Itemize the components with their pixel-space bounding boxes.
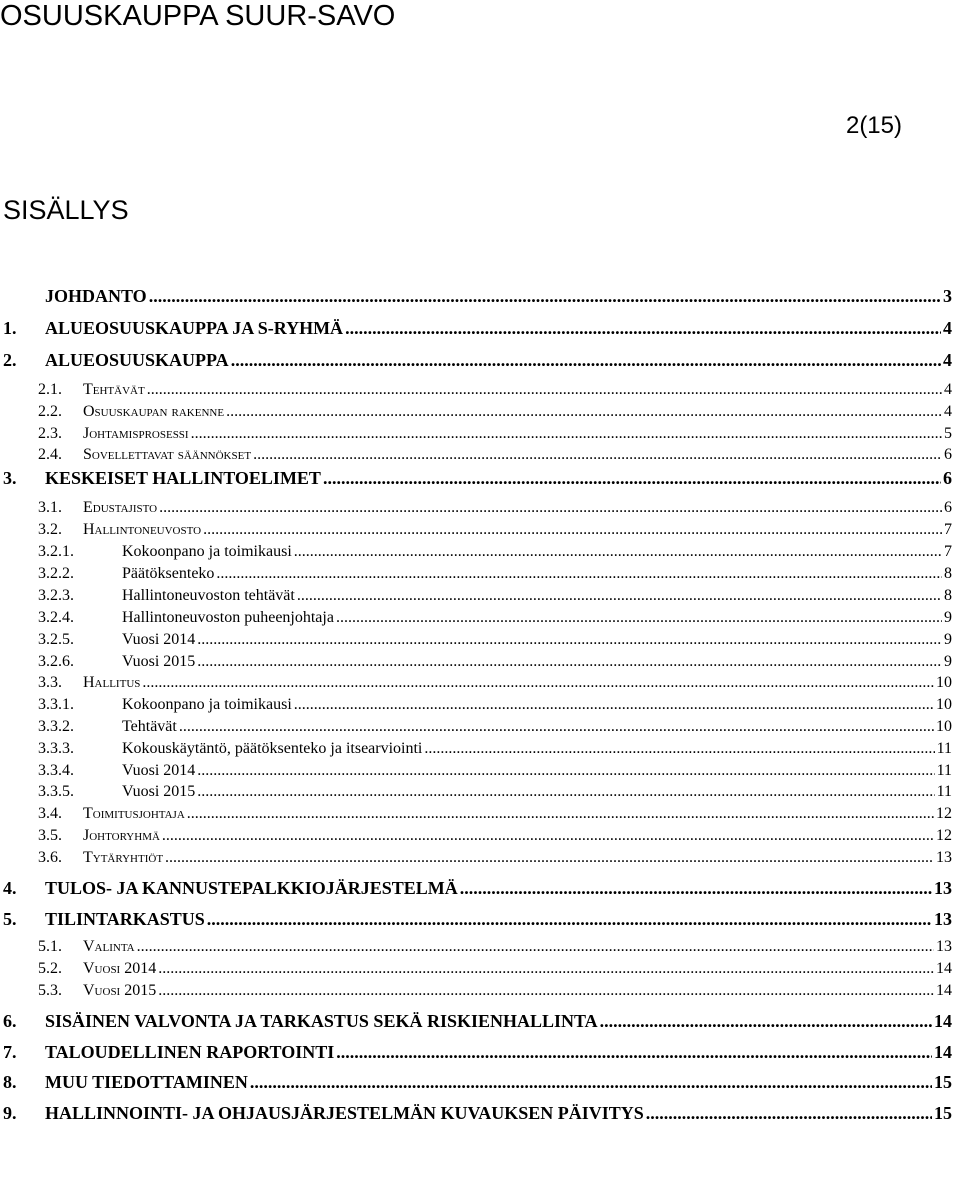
toc-dot-leader <box>253 444 942 465</box>
toc-dot-leader <box>203 519 942 540</box>
toc-entry-title: Tehtävät <box>122 718 177 735</box>
toc-entry-number: 5.3. <box>38 982 62 999</box>
toc-entry-number: 3.2.3. <box>38 587 74 604</box>
toc-entry[interactable] <box>38 401 952 422</box>
toc-dot-leader <box>149 284 941 308</box>
toc-entry-number: 9. <box>3 1103 17 1123</box>
toc-entry-page: 4 <box>944 403 952 420</box>
toc-entry-page: 4 <box>943 350 952 370</box>
toc-dot-leader <box>158 958 934 979</box>
toc-entry-title: Hallintoneuvosto <box>83 521 202 538</box>
toc-dot-leader <box>207 907 932 931</box>
toc-entry-title: Johtamisprosessi <box>83 425 189 442</box>
toc-entry[interactable] <box>38 497 952 518</box>
toc-entry-title: TULOS- JA KANNUSTEPALKKIOJÄRJESTELMÄ <box>45 878 458 898</box>
toc-entry[interactable] <box>38 585 952 606</box>
page-number: 2(15) <box>845 112 902 139</box>
toc-entry-page: 12 <box>936 827 952 844</box>
toc-dot-leader <box>158 980 934 1001</box>
toc-entry-number: 3. <box>3 468 17 488</box>
toc-entry-number: 3.2. <box>38 521 62 538</box>
toc-entry-page: 13 <box>936 938 952 955</box>
toc-dot-leader <box>197 651 942 672</box>
toc-entry[interactable] <box>38 694 952 715</box>
toc-entry-number: 2. <box>3 350 17 370</box>
toc-heading: SISÄLLYS <box>3 195 129 225</box>
toc-entry-title: Kokoonpano ja toimikausi <box>122 696 292 713</box>
toc-entry-page: 13 <box>936 849 952 866</box>
toc-entry-page: 15 <box>934 1072 952 1092</box>
toc-entry[interactable] <box>3 466 952 490</box>
toc-entry[interactable] <box>38 629 952 650</box>
toc-dot-leader <box>345 316 941 340</box>
toc-entry-page: 13 <box>934 878 952 898</box>
toc-entry[interactable] <box>38 444 952 465</box>
toc-entry-title: Edustajisto <box>83 499 158 516</box>
toc-entry-page: 14 <box>934 1042 952 1062</box>
toc-entry[interactable] <box>38 379 952 400</box>
toc-entry-number: 3.3.4. <box>38 762 74 779</box>
toc-entry-title: HALLINNOINTI- JA OHJAUSJÄRJESTELMÄN KUVAUKSEN PÄIVITYS <box>45 1103 644 1123</box>
toc-entry-title: Hallitus <box>83 674 141 691</box>
toc-dot-leader <box>159 497 942 518</box>
toc-entry-number: 2.3. <box>38 425 62 442</box>
toc-entry-number: 3.3.3. <box>38 740 74 757</box>
toc-entry-page: 4 <box>944 381 952 398</box>
toc-entry[interactable] <box>38 716 952 737</box>
toc-entry-title: TALOUDELLINEN RAPORTOINTI <box>45 1042 335 1062</box>
toc-entry-page: 3 <box>943 286 952 306</box>
toc-entry[interactable] <box>38 651 952 672</box>
toc-entry-title: Hallintoneuvoston tehtävät <box>122 587 295 604</box>
toc-dot-leader <box>226 401 942 422</box>
toc-entry-page: 11 <box>936 762 952 779</box>
toc-entry-number: 3.2.4. <box>38 609 74 626</box>
toc-dot-leader <box>191 423 942 444</box>
toc-entry-page: 5 <box>944 425 952 442</box>
toc-entry-number: 3.2.1. <box>38 543 74 560</box>
toc-dot-leader <box>323 466 941 490</box>
toc-dot-leader <box>297 585 942 606</box>
toc-entry-number: 3.2.2. <box>38 565 74 582</box>
toc-entry-number: 3.3.5. <box>38 783 74 800</box>
toc-entry-number: 1. <box>3 318 17 338</box>
toc-entry-page: 6 <box>944 499 952 516</box>
toc-entry-page: 11 <box>936 783 952 800</box>
toc-entry[interactable] <box>38 738 952 759</box>
toc-entry-page: 15 <box>934 1103 952 1123</box>
toc-entry[interactable] <box>3 1009 952 1033</box>
toc-entry-title: SISÄINEN VALVONTA JA TARKASTUS SEKÄ RISKIENHALLINTA <box>45 1011 598 1031</box>
toc-entry-title: Vuosi 2015 <box>122 653 196 670</box>
toc-dot-leader <box>197 629 942 650</box>
toc-entry-page: 7 <box>944 521 952 538</box>
toc-entry-number: 3.5. <box>38 827 62 844</box>
toc-entry-number: 3.3.2. <box>38 718 74 735</box>
toc-dot-leader <box>197 781 934 802</box>
toc-entry-page: 10 <box>936 674 952 691</box>
toc-entry-page: 12 <box>936 805 952 822</box>
toc-entry-number: 4. <box>3 878 17 898</box>
toc-entry[interactable] <box>38 563 952 584</box>
toc-entry-number: 2.1. <box>38 381 62 398</box>
toc-entry-page: 6 <box>943 468 952 488</box>
toc-entry-page: 8 <box>944 565 952 582</box>
toc-entry[interactable] <box>3 348 952 372</box>
toc-entry-title: Johtoryhmä <box>83 827 160 844</box>
toc-entry-title: Vuosi 2015 <box>83 982 157 999</box>
toc-entry[interactable] <box>3 907 952 931</box>
toc-entry[interactable] <box>38 781 952 802</box>
toc-entry-title: ALUEOSUUSKAUPPA JA S-RYHMÄ <box>45 318 344 338</box>
toc-entry-title: Tehtävät <box>83 381 145 398</box>
toc-dot-leader <box>424 738 934 759</box>
toc-entry-title: Vuosi 2014 <box>122 631 196 648</box>
toc-entry-title: Kokouskäytäntö, päätöksenteko ja itsearviointi <box>122 740 423 757</box>
toc-entry-page: 14 <box>936 960 952 977</box>
toc-entry[interactable] <box>3 1070 952 1094</box>
toc-entry[interactable] <box>38 803 952 824</box>
toc-entry-title: Vuosi 2015 <box>122 783 196 800</box>
toc-entry-number: 7. <box>3 1042 17 1062</box>
toc-dot-leader <box>231 348 941 372</box>
toc-entry-title: KESKEISET HALLINTOELIMET <box>45 468 321 488</box>
toc-entry-title: Kokoonpano ja toimikausi <box>122 543 292 560</box>
toc-entry-number: 3.4. <box>38 805 62 822</box>
toc-entry[interactable] <box>38 672 952 693</box>
toc-entry-number: 3.2.5. <box>38 631 74 648</box>
toc-entry[interactable] <box>3 284 952 308</box>
toc-entry-page: 9 <box>944 609 952 626</box>
toc-dot-leader <box>646 1101 932 1125</box>
toc-entry-page: 9 <box>944 653 952 670</box>
toc-entry-number: 5.2. <box>38 960 62 977</box>
toc-entry-page: 9 <box>944 631 952 648</box>
toc-entry-title: Sovellettavat säännökset <box>83 446 252 463</box>
toc-entry-page: 7 <box>944 543 952 560</box>
toc-dot-leader <box>142 672 934 693</box>
toc-entry-number: 3.1. <box>38 499 62 516</box>
toc-entry-title: Tytäryhtiöt <box>83 849 164 866</box>
toc-entry-number: 3.6. <box>38 849 62 866</box>
toc-entry-title: ALUEOSUUSKAUPPA <box>45 350 229 370</box>
toc-entry-title: JOHDANTO <box>45 286 147 306</box>
toc-entry[interactable] <box>38 760 952 781</box>
toc-dot-leader <box>137 936 934 957</box>
toc-entry[interactable] <box>38 541 952 562</box>
toc-entry-number: 2.2. <box>38 403 62 420</box>
toc-entry-page: 11 <box>936 740 952 757</box>
toc-entry-title: Vuosi 2014 <box>83 960 157 977</box>
toc-entry-title: Päätöksenteko <box>122 565 215 582</box>
toc-entry-title: Osuuskaupan rakenne <box>83 403 225 420</box>
toc-entry[interactable] <box>38 847 952 868</box>
toc-dot-leader <box>336 607 942 628</box>
toc-dot-leader <box>179 716 934 737</box>
toc-entry-page: 10 <box>936 696 952 713</box>
toc-dot-leader <box>250 1070 932 1094</box>
toc-dot-leader <box>165 847 934 868</box>
toc-entry[interactable] <box>38 519 952 540</box>
toc-dot-leader <box>216 563 942 584</box>
toc-entry-number: 5. <box>3 909 17 929</box>
toc-entry-title: MUU TIEDOTTAMINEN <box>45 1072 248 1092</box>
toc-entry[interactable] <box>3 1101 952 1125</box>
toc-entry[interactable] <box>38 980 952 1001</box>
toc-entry-number: 2.4. <box>38 446 62 463</box>
toc-entry[interactable] <box>3 1040 952 1064</box>
toc-entry-page: 4 <box>943 318 952 338</box>
document-header-title: OSUUSKAUPPA SUUR-SAVO <box>0 0 396 32</box>
toc-dot-leader <box>600 1009 932 1033</box>
toc-entry-title: TILINTARKASTUS <box>45 909 205 929</box>
toc-dot-leader <box>294 541 942 562</box>
toc-dot-leader <box>187 803 934 824</box>
toc-entry-title: Hallintoneuvoston puheenjohtaja <box>122 609 334 626</box>
toc-entry[interactable] <box>3 876 952 900</box>
toc-entry-number: 3.3.1. <box>38 696 74 713</box>
toc-entry[interactable] <box>38 825 952 846</box>
toc-dot-leader <box>294 694 934 715</box>
toc-dot-leader <box>162 825 934 846</box>
toc-entry[interactable] <box>38 958 952 979</box>
toc-entry-number: 3.2.6. <box>38 653 74 670</box>
toc-dot-leader <box>197 760 934 781</box>
toc-entry-page: 14 <box>934 1011 952 1031</box>
toc-entry-page: 13 <box>934 909 952 929</box>
toc-entry-page: 6 <box>944 446 952 463</box>
toc-entry-number: 8. <box>3 1072 17 1092</box>
toc-entry-number: 5.1. <box>38 938 62 955</box>
toc-entry-page: 8 <box>944 587 952 604</box>
toc-entry-page: 10 <box>936 718 952 735</box>
toc-entry-title: Valinta <box>83 938 135 955</box>
toc-entry[interactable] <box>38 936 952 957</box>
toc-entry-number: 6. <box>3 1011 17 1031</box>
toc-entry[interactable] <box>38 423 952 444</box>
toc-entry[interactable] <box>38 607 952 628</box>
toc-dot-leader <box>147 379 942 400</box>
toc-entry-number: 3.3. <box>38 674 62 691</box>
toc-entry-title: Toimitusjohtaja <box>83 805 185 822</box>
toc-dot-leader <box>460 876 932 900</box>
toc-dot-leader <box>336 1040 932 1064</box>
toc-entry-title: Vuosi 2014 <box>122 762 196 779</box>
toc-entry-page: 14 <box>936 982 952 999</box>
toc-entry[interactable] <box>3 316 952 340</box>
